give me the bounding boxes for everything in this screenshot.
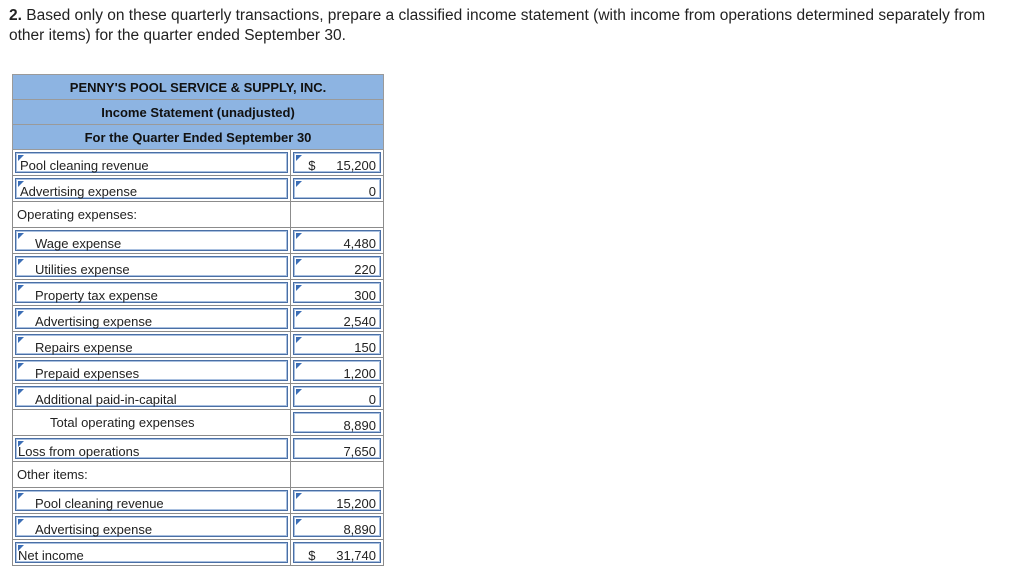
dropdown-marker-icon [296,311,302,317]
amount-input[interactable]: 1,200 [293,360,381,381]
dropdown-marker-icon [18,233,24,239]
label-input[interactable]: Advertising expense [15,516,288,537]
table-row [13,254,384,280]
table-row [13,384,384,410]
label-input[interactable]: Repairs expense [15,334,288,355]
dropdown-marker-icon [18,519,24,525]
amount-input[interactable]: $ 31,740 [293,542,381,563]
table-row [13,488,384,514]
amount-input[interactable]: 150 [293,334,381,355]
dropdown-marker-icon [296,337,302,343]
table-row [13,228,384,254]
label-input[interactable]: Pool cleaning revenue [15,152,288,173]
statement-period: For the Quarter Ended September 30 [13,125,384,150]
amount-input[interactable]: 8,890 [293,516,381,537]
label-input[interactable]: Property tax expense [15,282,288,303]
dropdown-marker-icon [296,285,302,291]
company-name: PENNY'S POOL SERVICE & SUPPLY, INC. [13,75,384,100]
amount-input[interactable]: 15,200 [293,490,381,511]
empty-cell [291,462,384,488]
table-row [13,410,384,436]
table-row [13,202,384,228]
table-row [13,358,384,384]
dropdown-marker-icon [296,389,302,395]
table-row [13,514,384,540]
table-row [13,150,384,176]
amount-input[interactable]: 2,540 [293,308,381,329]
dropdown-marker-icon [296,259,302,265]
dropdown-marker-icon [18,259,24,265]
table-row [13,436,384,462]
table-row [13,176,384,202]
dropdown-marker-icon [296,363,302,369]
label-input[interactable]: Advertising expense [15,308,288,329]
label-input[interactable]: Prepaid expenses [15,360,288,381]
empty-cell [291,202,384,228]
statement-title: Income Statement (unadjusted) [13,100,384,125]
amount-input[interactable]: 4,480 [293,230,381,251]
dropdown-marker-icon [18,285,24,291]
amount-input[interactable]: 0 [293,178,381,199]
question-number: 2. [9,7,22,24]
label-input[interactable]: Wage expense [15,230,288,251]
section-label: Other items: [17,467,88,482]
label-input[interactable]: Advertising expense [15,178,288,199]
table-row [13,280,384,306]
dropdown-marker-icon [296,155,302,161]
table-row [13,540,384,566]
amount-input[interactable]: 300 [293,282,381,303]
amount-input[interactable]: 7,650 [293,438,381,459]
question-body: Based only on these quarterly transactions, prepare a classified income statement (with income from operations determined separately from other items) for the quarter ended September 30. [9,7,986,44]
table-row [13,306,384,332]
dropdown-marker-icon [296,181,302,187]
amount-input[interactable]: 8,890 [293,412,381,433]
label-input[interactable]: Loss from operations [15,438,288,459]
table-row [13,462,384,488]
dropdown-marker-icon [18,493,24,499]
label-input[interactable]: Utilities expense [15,256,288,277]
dropdown-marker-icon [296,233,302,239]
income-statement-table [12,74,384,566]
dropdown-marker-icon [18,311,24,317]
dropdown-marker-icon [296,493,302,499]
dropdown-marker-icon [18,337,24,343]
label-input[interactable]: Net income [15,542,288,563]
label-input[interactable]: Pool cleaning revenue [15,490,288,511]
amount-input[interactable]: 220 [293,256,381,277]
section-label: Operating expenses: [17,207,137,222]
dropdown-marker-icon [296,519,302,525]
dropdown-marker-icon [18,389,24,395]
amount-input[interactable]: 0 [293,386,381,407]
question-text [9,6,1009,46]
table-row [13,332,384,358]
subtotal-label: Total operating expenses [50,415,195,430]
label-input[interactable]: Additional paid-in-capital [15,386,288,407]
amount-input[interactable]: $ 15,200 [293,152,381,173]
dropdown-marker-icon [18,363,24,369]
